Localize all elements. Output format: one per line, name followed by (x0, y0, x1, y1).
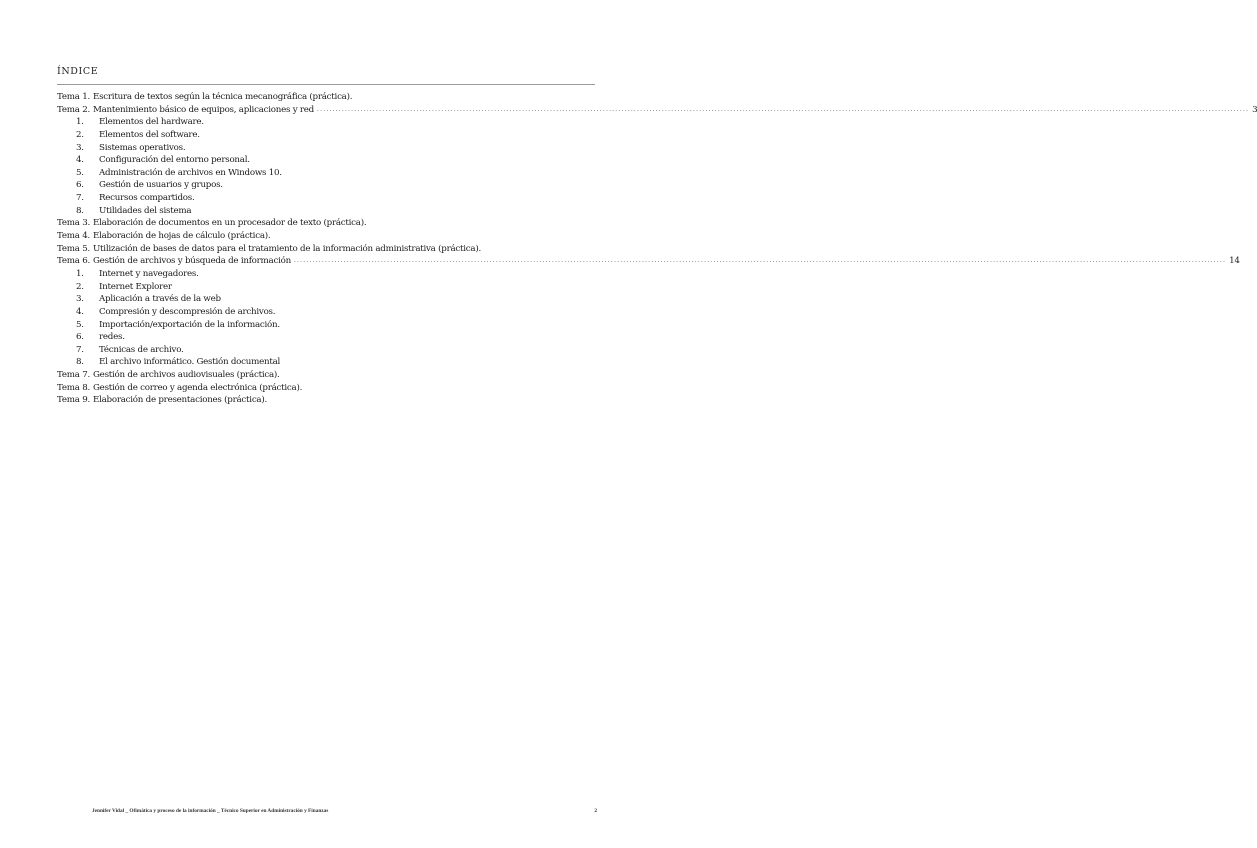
toc-subentry-number: 6. (76, 180, 84, 191)
toc-entry-label: Tema 4. (57, 231, 90, 242)
toc-entry-text: Gestión de archivos audiovisuales (práctica). (92, 370, 280, 381)
footer-text: Jennifer Vidal _ Ofimática y proceso de la información _ Técnico Superior en Administración y Finanzas (92, 808, 329, 814)
toc-entry[interactable] (57, 394, 597, 407)
toc-entry[interactable] (57, 230, 597, 243)
toc-entry-label: Tema 1. (57, 92, 90, 102)
toc-entry-label: Tema 7. (57, 370, 90, 381)
page-footer (92, 808, 597, 814)
toc-subentry-number: 8. (76, 205, 84, 216)
toc-entry-text: Mantenimiento básico de equipos, aplicaciones y red (92, 104, 314, 115)
toc-subentry[interactable] (57, 205, 597, 218)
toc-subentry-text: Recursos compartidos. (99, 193, 195, 204)
toc-subentry-text: Utilidades del sistema (99, 205, 192, 216)
toc-subentry[interactable] (57, 167, 597, 180)
table-of-contents (57, 91, 1257, 407)
toc-entry-label: Tema 5. (57, 243, 90, 254)
toc-subentry-text: Elementos del software. (99, 129, 200, 140)
toc-entry-label: Tema 8. (57, 382, 90, 393)
toc-entry-text: Gestión de archivos y búsqueda de información (92, 256, 291, 267)
toc-subentry-number: 5. (76, 167, 84, 178)
footer-page-number: 2 (594, 808, 597, 814)
toc-subentry[interactable] (57, 192, 597, 205)
toc-entry-text: Escritura de textos según la técnica mecanográfica (práctica). (92, 92, 353, 102)
toc-subentry-text: Internet Explorer (99, 281, 172, 292)
toc-subentry-number: 2. (76, 281, 84, 292)
toc-subentry[interactable] (57, 281, 597, 294)
toc-subentry[interactable] (57, 154, 597, 167)
toc-subentry[interactable] (57, 331, 597, 344)
toc-subentry-number: 7. (76, 344, 84, 355)
toc-subentry-text: Importación/exportación de la información. (99, 319, 280, 330)
toc-entry[interactable] (57, 104, 1257, 117)
toc-subentry-number: 3. (76, 294, 84, 305)
toc-subentry-number: 8. (76, 357, 84, 368)
toc-entry-label: Tema 9. (57, 395, 90, 406)
toc-subentry-text: Internet y navegadores. (99, 268, 199, 279)
toc-subentry[interactable] (57, 293, 597, 306)
toc-subentry-text: Gestión de usuarios y grupos. (99, 180, 223, 191)
toc-entry-label: Tema 3. (57, 218, 90, 229)
toc-subentry-text: Sistemas operativos. (99, 142, 186, 153)
toc-entry[interactable] (57, 243, 597, 256)
toc-subentry[interactable] (57, 319, 597, 332)
toc-subentry-number: 2. (76, 129, 84, 140)
toc-page-number: 3 (1252, 104, 1257, 115)
toc-subentry-number: 4. (76, 155, 84, 166)
toc-subentry[interactable] (57, 356, 597, 369)
toc-entry-text: Elaboración de documentos en un procesador de texto (práctica). (92, 218, 367, 229)
toc-entry-label: Tema 6. (57, 256, 90, 267)
toc-subentry-text: Configuración del entorno personal. (99, 155, 250, 166)
toc-subentry-text: El archivo informático. Gestión documental (99, 357, 281, 368)
toc-subentry-number: 1. (76, 117, 84, 128)
toc-subentry-text: Aplicación a través de la web (99, 294, 221, 305)
toc-entry[interactable] (57, 91, 597, 104)
toc-subentry-number: 3. (76, 142, 84, 153)
toc-subentry-number: 5. (76, 319, 84, 330)
toc-subentry[interactable] (57, 129, 597, 142)
toc-subentry[interactable] (57, 344, 597, 357)
toc-subentry[interactable] (57, 268, 597, 281)
toc-entry-label: Tema 2. (57, 104, 90, 115)
toc-entry-text: Gestión de correo y agenda electrónica (práctica). (92, 382, 303, 393)
toc-subentry[interactable] (57, 116, 597, 129)
toc-subentry-text: Técnicas de archivo. (99, 344, 184, 355)
toc-page-number: 14 (1229, 256, 1240, 267)
toc-subentry-text: Administración de archivos en Windows 10. (99, 167, 282, 178)
index-title: ÍNDICE (57, 66, 99, 77)
toc-subentry-number: 7. (76, 193, 84, 204)
toc-entry-text: Utilización de bases de datos para el tratamiento de la información administrativa (práctica). (92, 243, 481, 254)
toc-subentry-text: Elementos del hardware. (99, 117, 204, 128)
dot-leader: ............................................................................................................................................................................................................................................................................................................ (293, 257, 1227, 265)
toc-entry-text: Elaboración de hojas de cálculo (práctica). (92, 231, 271, 242)
toc-subentry-text: redes. (99, 332, 125, 343)
toc-subentry-number: 1. (76, 268, 84, 279)
toc-entry[interactable] (57, 382, 597, 395)
title-divider (57, 84, 595, 85)
toc-subentry[interactable] (57, 306, 597, 319)
toc-subentry-number: 4. (76, 306, 84, 317)
toc-subentry[interactable] (57, 142, 597, 155)
toc-subentry-text: Compresión y descompresión de archivos. (99, 306, 276, 317)
toc-entry-text: Elaboración de presentaciones (práctica). (92, 395, 268, 406)
toc-subentry[interactable] (57, 179, 597, 192)
toc-subentry-number: 6. (76, 332, 84, 343)
dot-leader: ............................................................................................................................................................................................................................................................................................................ (317, 105, 1250, 113)
toc-entry[interactable] (57, 255, 1240, 268)
toc-entry[interactable] (57, 217, 597, 230)
toc-entry[interactable] (57, 369, 597, 382)
